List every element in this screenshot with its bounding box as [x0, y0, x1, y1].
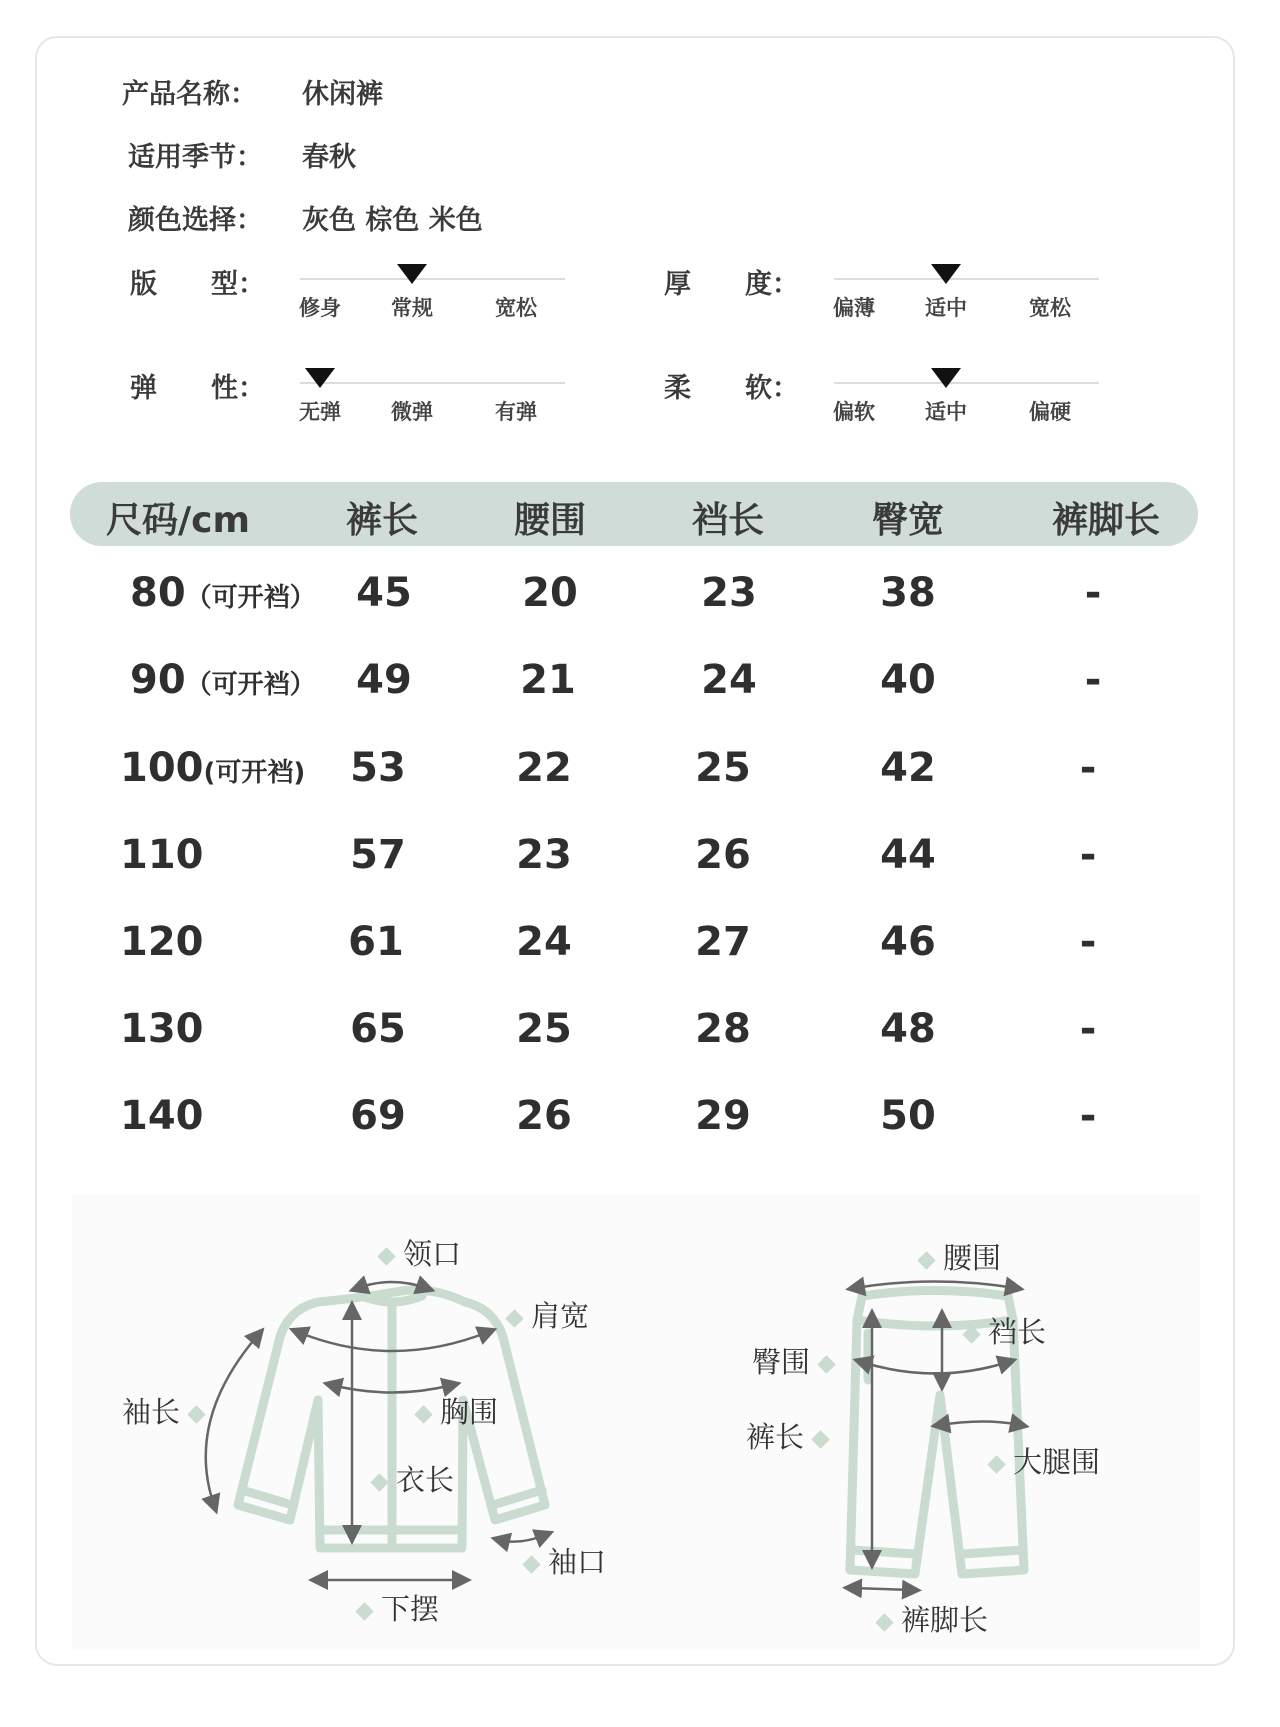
- rise-cell: 28: [695, 1006, 751, 1052]
- product-name-value: 休闲裤: [302, 79, 383, 110]
- diamond-icon: [875, 1613, 893, 1631]
- leg-opening-cell: -: [1084, 570, 1102, 616]
- leg-opening-label: 裤脚长: [868, 1598, 988, 1639]
- pants-length-cell: 65: [350, 1006, 406, 1052]
- diamond-icon: [187, 1405, 205, 1423]
- fit-label: 版 型：: [130, 269, 265, 300]
- softness-option: 偏软: [833, 400, 875, 424]
- rise-cell: 24: [701, 657, 757, 703]
- size-note: (可开裆): [203, 758, 306, 788]
- hip-cell: 50: [880, 1093, 936, 1139]
- leg-opening-cell: -: [1084, 657, 1102, 703]
- leg-opening-cell: -: [1079, 1093, 1097, 1139]
- diamond-icon: [811, 1430, 829, 1448]
- diamond-icon: [505, 1309, 523, 1327]
- rise-cell: 29: [695, 1093, 751, 1139]
- softness-label: 柔 软：: [664, 373, 799, 404]
- waist-cell: 26: [516, 1093, 572, 1139]
- thickness-option: 偏薄: [833, 296, 875, 320]
- length-label: 衣长: [363, 1458, 454, 1499]
- waist-cell: 24: [516, 919, 572, 965]
- diamond-icon: [817, 1355, 835, 1373]
- season-label: 适用季节：: [128, 142, 263, 173]
- diamond-icon: [917, 1251, 935, 1269]
- size-note: （可开裆）: [185, 583, 316, 613]
- elasticity-option: 无弹: [299, 400, 341, 424]
- hip-cell: 48: [880, 1006, 936, 1052]
- hip-cell: 46: [880, 919, 936, 965]
- elasticity-label: 弹 性：: [130, 373, 265, 404]
- softness-option: 适中: [925, 400, 967, 424]
- size-value: 140: [120, 1093, 204, 1139]
- header-size: 尺码/cm: [105, 500, 251, 541]
- softness-option: 偏硬: [1029, 400, 1071, 424]
- rise-cell: 25: [695, 745, 751, 791]
- color-label: 颜色选择：: [128, 205, 263, 236]
- size-value: 90: [130, 657, 186, 703]
- waist-cell: 21: [520, 657, 576, 703]
- hip-cell: 44: [880, 832, 936, 878]
- hem-label: 下摆: [348, 1587, 439, 1628]
- product-name-label: 产品名称：: [122, 79, 257, 110]
- diamond-icon: [522, 1555, 540, 1573]
- header-leg-opening: 裤脚长: [1051, 500, 1161, 541]
- diamond-icon: [355, 1602, 373, 1620]
- leg-opening-cell: -: [1079, 919, 1097, 965]
- fit-option: 宽松: [495, 296, 537, 320]
- leg-opening-cell: -: [1079, 1006, 1097, 1052]
- hip-cell: 40: [880, 657, 936, 703]
- size-value: 120: [120, 919, 204, 965]
- shoulder-label: 肩宽: [498, 1294, 589, 1335]
- diamond-icon: [962, 1325, 980, 1343]
- elasticity-option: 微弹: [391, 400, 433, 424]
- diamond-icon: [987, 1455, 1005, 1473]
- sleeve-label: 袖长: [122, 1390, 213, 1431]
- waist-cell: 25: [516, 1006, 572, 1052]
- pants-length-cell: 53: [350, 745, 406, 791]
- header-rise: 裆长: [691, 500, 765, 541]
- rise-cell: 27: [695, 919, 751, 965]
- hip-cell: 38: [880, 570, 936, 616]
- pants-length-label: 裤长: [746, 1415, 837, 1456]
- size-value: 80: [130, 570, 186, 616]
- rise-cell: 23: [701, 570, 757, 616]
- pants-length-cell: 61: [348, 919, 404, 965]
- fit-option: 修身: [299, 296, 341, 320]
- header-waist: 腰围: [513, 500, 587, 541]
- header-hip: 臀宽: [871, 500, 945, 541]
- thickness-option: 宽松: [1029, 296, 1071, 320]
- waist-cell: 20: [522, 570, 578, 616]
- thickness-option: 适中: [925, 296, 967, 320]
- season-value: 春秋: [302, 142, 356, 173]
- chest-label: 胸围: [407, 1390, 498, 1431]
- fit-option: 常规: [391, 296, 433, 320]
- rise-cell: 26: [695, 832, 751, 878]
- cuff-label: 袖口: [515, 1540, 606, 1581]
- rise-label: 裆长: [955, 1310, 1046, 1351]
- hip-cell: 42: [880, 745, 936, 791]
- elasticity-option: 有弹: [495, 400, 537, 424]
- leg-opening-cell: -: [1079, 832, 1097, 878]
- size-value: 110: [120, 832, 204, 878]
- hip-label: 臀围: [752, 1340, 843, 1381]
- waist-label: 腰围: [910, 1236, 1001, 1277]
- size-value: 130: [120, 1006, 204, 1052]
- size-value: 100: [120, 745, 204, 791]
- collar-label: 领口: [370, 1232, 461, 1273]
- pants-length-cell: 45: [356, 570, 412, 616]
- header-pants-length: 裤长: [345, 500, 419, 541]
- leg-opening-cell: -: [1079, 745, 1097, 791]
- diamond-icon: [370, 1473, 388, 1491]
- diamond-icon: [377, 1247, 395, 1265]
- thigh-label: 大腿围: [980, 1440, 1100, 1481]
- pants-length-cell: 49: [356, 657, 412, 703]
- size-note: （可开裆）: [185, 670, 316, 700]
- pants-length-cell: 57: [350, 832, 406, 878]
- color-value: 灰色 棕色 米色: [302, 205, 483, 236]
- thickness-label: 厚 度：: [664, 269, 799, 300]
- diamond-icon: [414, 1405, 432, 1423]
- waist-cell: 23: [516, 832, 572, 878]
- pants-length-cell: 69: [350, 1093, 406, 1139]
- waist-cell: 22: [516, 745, 572, 791]
